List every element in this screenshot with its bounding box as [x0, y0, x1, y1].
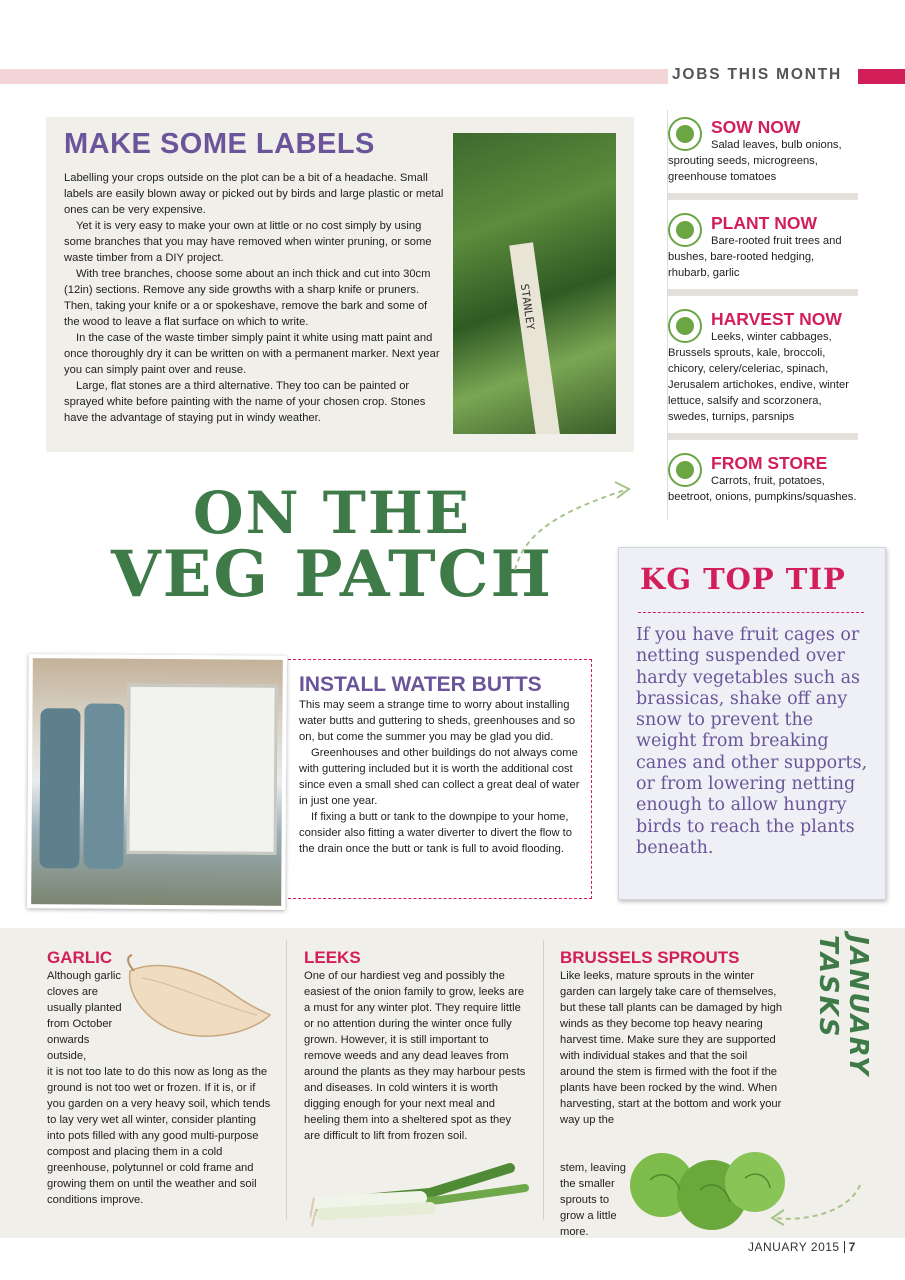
page-title-line-2: VEG PATCH — [110, 537, 554, 612]
sprouts-body: Like leeks, mature sprouts in the winter garden can largely take care of themselves, but these tall plants can be damaged by high winds as they become top heavy nearing harvest time. Make sure they are supported with individual stakes and that the soil around the stem is firmed with the foot if the plants have been rocked by the wind. When harvesting, start at the bottom and work your way up the — [560, 970, 783, 1126]
wooden-stake — [509, 242, 561, 434]
section-header: JOBS THIS MONTH — [672, 66, 842, 83]
garlic-body: it is not too late to do this now as long as the ground is not too wet or frozen. If it is, or if you garden on a very heavy soil, which tends to lay very wet all winter, consider planting into pots filled with any good multi-purpose compost and placing them in a cold greenhouse, polytunnel or cold frame and growing them on until the weather and soil conditions improve. — [47, 1066, 271, 1206]
divider — [668, 289, 858, 296]
paragraph: In the case of the waste timber simply paint it white using matt paint and once thoroughly dry it can be written on with a permanent marker. Next year you can simply paint over and reuse. — [64, 332, 440, 376]
stake-label: STANLEY — [517, 283, 538, 331]
job-title: SOW NOW — [711, 117, 801, 137]
water-title: INSTALL WATER BUTTS — [299, 673, 542, 696]
page-title-line-1: ON THE — [193, 479, 471, 547]
top-tip-text: If you have fruit cages or netting suspended over hardy vegetables such as brassicas, shake off any snow to prevent the weight from breaking canes and other supports, or from lowering netting enough to allow hungry birds to reach the plants beneath. — [636, 625, 868, 858]
garlic-title: GARLIC — [47, 948, 113, 967]
leek-image — [310, 1148, 530, 1228]
paragraph: This may seem a strange time to worry about installing water butts and guttering to sheds, greenhouses and so on, but come the summer you may be glad you did. — [299, 699, 576, 743]
top-tip-title: KG TOP TIP — [640, 562, 846, 596]
divider — [543, 940, 544, 1220]
header-tab — [858, 69, 905, 84]
leeks-body: One of our hardiest veg and possibly the easiest of the onion family to grow, leeks are a must for any winter plot. They require little or no attention during the winter once fully grown. However, it is still important to remove weeds and any dead leaves from around the plants as they may harbour pests and diseases. In cold winters it is worth digging enough for your next meal and heeling them into a sheltered spot as they are difficult to lift from frozen soil. — [304, 970, 526, 1142]
divider — [668, 193, 858, 200]
job-title: PLANT NOW — [711, 213, 817, 233]
labels-title: MAKE SOME LABELS — [64, 128, 375, 160]
job-text: Carrots, fruit, potatoes, beetroot, onions, pumpkins/squashes. — [668, 475, 857, 503]
page-footer — [748, 1240, 856, 1254]
plant-label-photo — [453, 133, 616, 434]
leeks-title: LEEKS — [304, 948, 361, 967]
divider — [286, 940, 287, 1220]
header-band — [0, 69, 668, 84]
paragraph: With tree branches, choose some about an inch thick and cut into 30cm (12in) sections. Remove any side growths with a sharp knife or pruners. Then, taking your knife or a or spokeshave, remove the bark and some of the wood to leave a flat surface on which to write. — [64, 268, 431, 328]
sprouts-tail: stem, leaving the smaller sprouts to grow a little more. — [560, 1162, 626, 1238]
job-text: Leeks, winter cabbages, Brussels sprouts, kale, broccoli, chicory, celery/celeriac, spinach, Jerusalem artichokes, endive, winter lettuce, salsify and scorzonera, swedes, turnips, parsnips — [668, 331, 849, 423]
job-text: Salad leaves, bulb onions, sprouting seeds, microgreens, greenhouse tomatoes — [668, 139, 842, 183]
paragraph: Large, flat stones are a third alternative. They too can be painted or sprayed white before painting with the name of your chosen crop. Stones have the advantage of staying put in windy weather. — [64, 380, 426, 424]
garlic-intro: Although garlic cloves are usually planted from October onwards outside, — [47, 970, 122, 1062]
divider — [638, 612, 864, 613]
footer-date: JANUARY 2015 — [748, 1240, 840, 1254]
water-article — [299, 697, 583, 857]
page-number: 7 — [848, 1240, 856, 1254]
water-butt-photo — [27, 654, 287, 910]
paragraph: Yet it is very easy to make your own at little or no cost simply by using some branches that you may have removed when winter pruning, or some waste timber from a DIY project. — [64, 220, 432, 264]
divider — [668, 433, 858, 440]
january-tasks-label — [805, 935, 873, 1145]
job-title: FROM STORE — [711, 453, 828, 473]
sprouts-title: BRUSSELS SPROUTS — [560, 948, 740, 967]
paragraph: Greenhouses and other buildings do not always come with guttering included but it is worth the additional cost since even a small shed can collect a great deal of water in just one year. — [299, 747, 580, 807]
paragraph: Labelling your crops outside on the plot can be a bit of a headache. Small labels are easily blown away or picked out by birds and large plastic or metal ones can be very expensive. — [64, 172, 444, 216]
dashed-arrow-icon — [760, 1180, 870, 1230]
side-label: JANUARY TASKS — [813, 935, 873, 1078]
labels-article — [64, 170, 444, 426]
job-text: Bare-rooted fruit trees and bushes, bare-rooted hedging, rhubarb, garlic — [668, 235, 842, 279]
job-title: HARVEST NOW — [711, 309, 842, 329]
garlic-clove-image — [122, 953, 272, 1043]
paragraph: If fixing a butt or tank to the downpipe to your home, consider also fitting a water diverter to divert the flow to the drain once the butt or tank is full to avoid flooding. — [299, 811, 572, 855]
